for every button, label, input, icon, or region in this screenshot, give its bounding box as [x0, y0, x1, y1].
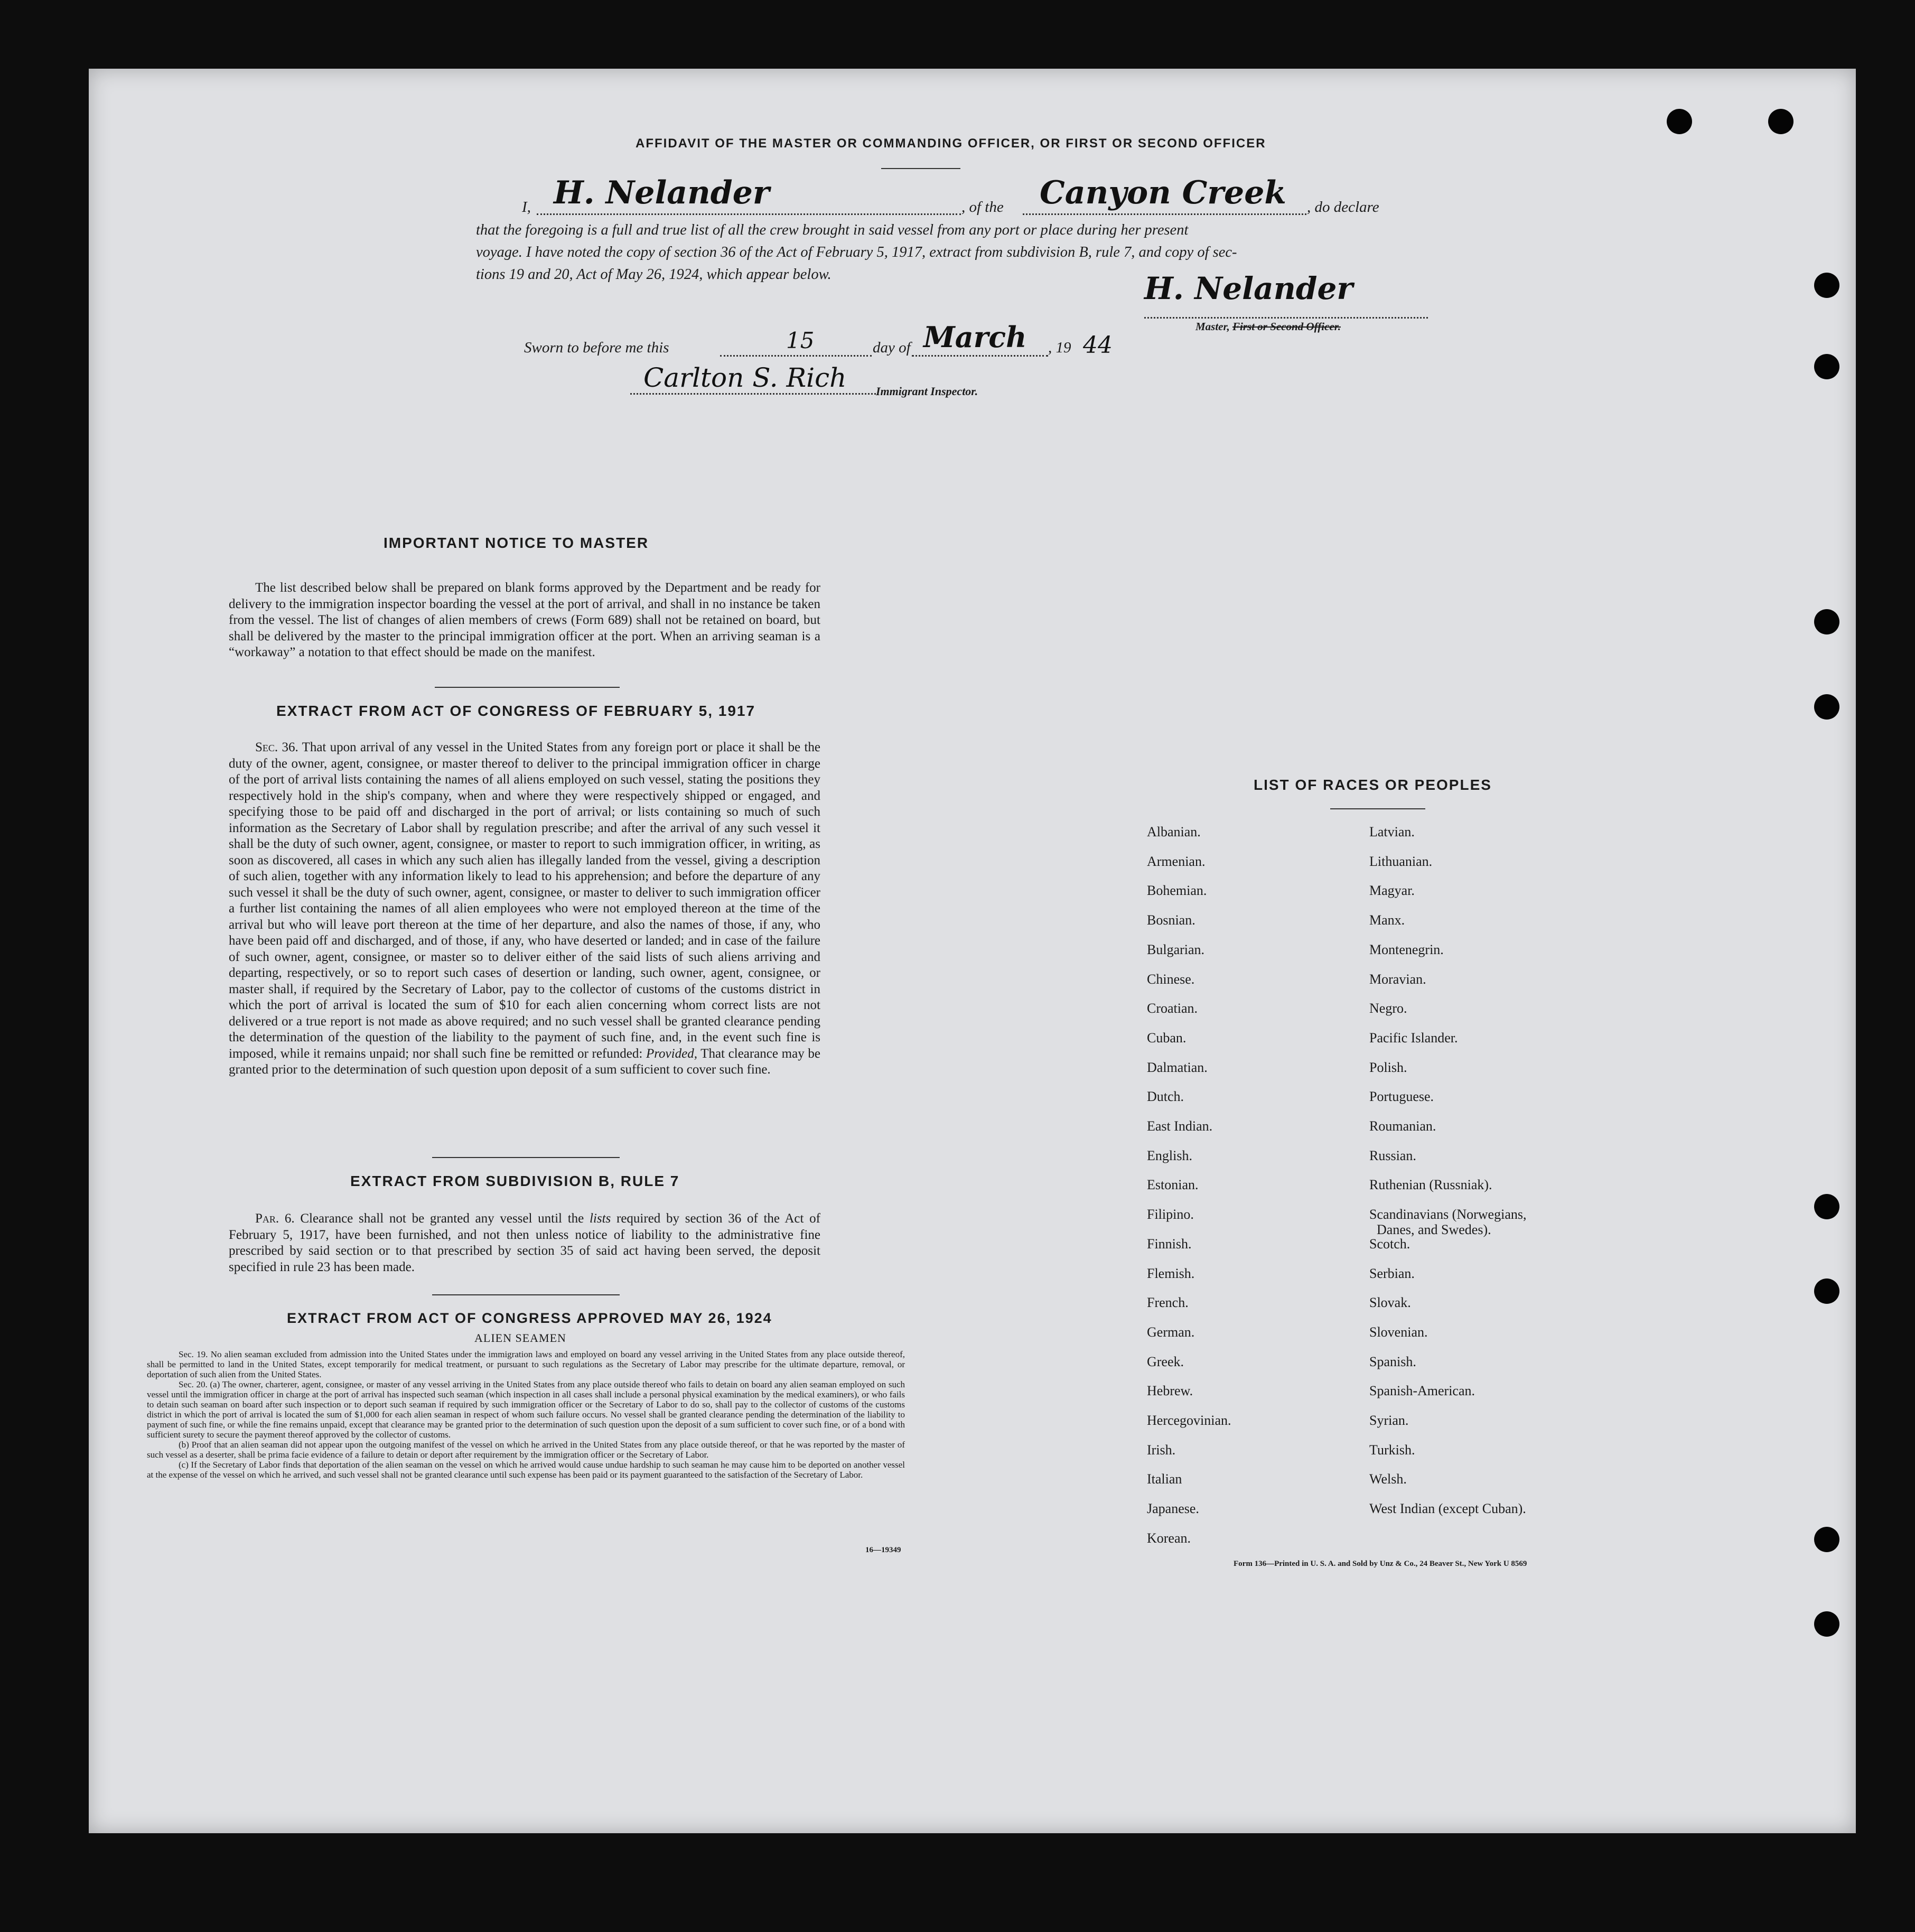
race-item: Flemish. — [1147, 1265, 1195, 1281]
race-item: Italian — [1147, 1471, 1182, 1487]
divider — [432, 1157, 620, 1158]
punch-hole — [1814, 1194, 1839, 1219]
race-item: Estonian. — [1147, 1177, 1199, 1193]
day-handwritten: 15 — [786, 328, 815, 353]
master-caption-label: Master, — [1195, 320, 1230, 333]
race-item: Roumanian. — [1369, 1118, 1436, 1134]
year-handwritten: 44 — [1083, 332, 1113, 359]
race-item: Finnish. — [1147, 1236, 1192, 1252]
provided-word: Provided, — [646, 1046, 697, 1061]
race-item: West Indian (except Cuban). — [1369, 1501, 1526, 1517]
race-item: Filipino. — [1147, 1207, 1194, 1222]
race-item: Bosnian. — [1147, 912, 1195, 928]
race-item: Bulgarian. — [1147, 941, 1205, 957]
race-item: Turkish. — [1369, 1442, 1415, 1458]
divider — [432, 1294, 620, 1295]
name-line — [537, 212, 961, 215]
rule7-body: Clearance shall not be granted any vessel until the — [300, 1211, 584, 1226]
divider — [435, 687, 620, 688]
divider — [881, 168, 960, 169]
declare-label: , do declare — [1307, 199, 1379, 216]
section-body: That upon arrival of any vessel in the United States from any foreign port or place it shall be the duty of the owner, agent, consignee, or master thereof to deliver to the principal immigration officer in charge of the port of arrival lists containing the names of all aliens employed on such vessel, stating the positions they respectively hold in the ship's company, when and where they were respectively shipped or engaged, and specifying those to be paid off and discharged in the port of arrival; or lists containing so much of such information as the Secretary of Labor shall by regulation prescribe; and after the arrival of any such vessel it shall be the duty of such owner, agent, consignee, or master to report to such immigration officer, in writing, as soon as discovered, all cases in which any such alien has illegally landed from the vessel, giving a description of such alien, together with any information likely to lead to his apprehension; and before the departure of any such vessel it shall be the duty of such owner, agent, consignee, or master to deliver to such immigration officer a further list containing the names of all alien employees who were not employed thereon at the time of the arrival but who will leave port thereon at the time of her departure, and also the names of those, if any, who have been paid off and discharged, and of those, if any, who have deserted or landed; and in case of the failure of such owner, agent, consignee, or master so to deliver either of the said lists of such aliens arriving and departing, respectively, or so to report such cases of desertion or landing, such owner, agent, consignee, or master shall, if required by the Secretary of Labor, pay to the collector of customs of the customs district in which the port of arrival is located the sum of $10 for each alien concerning whom correct lists are not delivered or a true report is not made as above required; and no such vessel shall be granted clearance pending the determination of the question of the liability to the payment of such fine, and, in the event such fine is imposed, while it remains unpaid; nor shall such fine be remitted or refunded: — [229, 740, 820, 1061]
punch-hole — [1814, 273, 1839, 298]
month-line — [912, 354, 1048, 357]
divider — [1330, 808, 1425, 809]
master-signature: H. Nelander — [1144, 270, 1353, 306]
race-item: Portuguese. — [1369, 1089, 1434, 1105]
affidavit-body-line: tions 19 and 20, Act of May 26, 1924, which appear below. — [476, 266, 832, 283]
punch-hole — [1814, 1611, 1839, 1637]
affidavit-body-line: voyage. I have noted the copy of section 36 of the Act of February 5, 1917, extract from subdivision B, rule 7, and copy of sec- — [476, 244, 1237, 260]
race-item: Latvian. — [1369, 824, 1415, 839]
rule7-text — [229, 1211, 820, 1275]
race-item: German. — [1147, 1324, 1195, 1340]
extract-1924-subtitle: ALIEN SEAMEN — [474, 1331, 566, 1345]
rule7-body-end: required by section 36 of the Act of February 5, 1917, have been furnished, and not then unless notice of liability to the administrative fine prescribed by said section or to that prescribed by section 35 of said act having been served, the deposit specified in rule 23 has been made. — [229, 1211, 820, 1274]
punch-hole — [1667, 109, 1692, 134]
sec20a-text: Sec. 20. (a) The owner, charterer, agent, consignee, or master of any vessel arriving in the United States from any place outside thereof who fails to detain on board any alien seaman employed on such vessel until the immigration officer in charge at the port of arrival has inspected such seaman (which inspection in all cases shall include a personal physical examination by the medical examiners), or who fails to detain such seaman on board after such inspection or to deport such seaman if required by such immigration officer or the Secretary of Labor to do so, shall pay to the collector of customs of the customs district in which the port of arrival is located the sum of $1,000 for each alien seaman in respect of whom such failure occurs. No vessel shall be granted clearance pending the determination of the liability to payment of such fine, or while the fine remains unpaid, except that clearance may be granted prior to the determination of such question upon the deposit of a sum sufficient to cover such fine, or of a bond with sufficient surety to secure the payment thereof approved by the collector of customs. — [147, 1379, 905, 1440]
race-item: Hebrew. — [1147, 1383, 1193, 1399]
race-item: Dutch. — [1147, 1089, 1184, 1105]
form-code: 16—19349 — [865, 1546, 901, 1554]
race-item: Slovenian. — [1369, 1324, 1428, 1340]
master-caption — [1195, 320, 1341, 333]
sworn-label: Sworn to before me this — [524, 339, 669, 356]
race-item: Negro. — [1369, 1001, 1407, 1016]
i-label: I, — [522, 199, 531, 216]
race-item: Armenian. — [1147, 853, 1206, 869]
race-item: Serbian. — [1369, 1265, 1415, 1281]
race-item: English. — [1147, 1147, 1192, 1163]
punch-hole — [1814, 609, 1839, 634]
race-item: Spanish-American. — [1369, 1383, 1475, 1399]
punch-hole — [1768, 109, 1793, 134]
day-line — [720, 354, 872, 357]
inspector-caption: Immigrant Inspector. — [876, 385, 978, 398]
race-item: Manx. — [1369, 912, 1405, 928]
race-item: Lithuanian. — [1369, 853, 1433, 869]
race-item: Irish. — [1147, 1442, 1176, 1458]
race-item: Pacific Islander. — [1369, 1030, 1458, 1046]
master-name-handwritten: H. Nelander — [554, 174, 770, 211]
race-item: Dalmatian. — [1147, 1059, 1208, 1075]
year-prefix: , 19 — [1048, 339, 1071, 356]
race-item: Syrian. — [1369, 1413, 1409, 1428]
punch-hole — [1814, 354, 1839, 379]
sec20c-text: (c) If the Secretary of Labor finds that deportation of the alien seaman on the vessel on which he arrived would cause undue hardship to such seaman he may cause him to be deported on another vessel at the expense of the vessel on which he arrived, and such vessel shall not be granted clearance until such expense has been paid or its payment guaranteed to the satisfaction of the Secretary of Labor. — [147, 1460, 905, 1480]
race-item: Greek. — [1147, 1354, 1184, 1369]
day-of-label: day of — [873, 339, 911, 356]
race-item: Scandinavians (Norwegians, — [1369, 1207, 1527, 1222]
race-item: Moravian. — [1369, 971, 1426, 987]
extract-1917-title: EXTRACT FROM ACT OF CONGRESS OF FEBRUARY 5, 1917 — [276, 703, 756, 719]
printer-footer: Form 136—Printed in U. S. A. and Sold by Unz & Co., 24 Beaver St., New York U 8569 — [1234, 1560, 1527, 1568]
race-item: Chinese. — [1147, 971, 1195, 987]
punch-hole — [1814, 694, 1839, 720]
race-item: Magyar. — [1369, 883, 1415, 899]
inspector-signature: Carlton S. Rich — [643, 362, 847, 393]
race-item: Croatian. — [1147, 1001, 1198, 1016]
of-the-label: , of the — [961, 199, 1004, 216]
notice-text: The list described below shall be prepared on blank forms approved by the Department and be ready for delivery to the immigration inspector boarding the vessel at the port of arrival, and shall in no instance be taken from the vessel. The list of changes of alien members of crews (Form 689) shall not be retained on board, but shall be delivered by the master to the principal immigration officer at the port. When an arriving seaman is a “workaway” a notation to that effect should be made on the manifest. — [229, 581, 820, 659]
affidavit-title: AFFIDAVIT OF THE MASTER OR COMMANDING OFFICER, OR FIRST OR SECOND OFFICER — [636, 136, 1266, 151]
par-label: Par. 6. — [255, 1211, 295, 1226]
section-body-end: That clearance may be granted prior to the determination of such question upon deposit of a sum sufficient to cover such fine. — [229, 1046, 820, 1077]
notice-title: IMPORTANT NOTICE TO MASTER — [384, 535, 649, 551]
punch-hole — [1814, 1527, 1839, 1552]
race-item: French. — [1147, 1295, 1189, 1311]
race-item: East Indian. — [1147, 1118, 1213, 1134]
sec20b-text: (b) Proof that an alien seaman did not appear upon the outgoing manifest of the vessel on which he arrived in the United States from any place outside thereof, or that he was reported by the master of such vessel as a deserter, shall be prima facie evidence of a failure to detain or deport after requirement by the immigration officer or the Secretary of Labor. — [147, 1440, 905, 1460]
punch-hole — [1814, 1278, 1839, 1304]
race-item: Welsh. — [1369, 1471, 1407, 1487]
race-item: Japanese. — [1147, 1501, 1199, 1517]
signature-line — [1144, 316, 1428, 319]
section-label: Sec. 36. — [255, 740, 298, 754]
race-item: Albanian. — [1147, 824, 1201, 839]
race-item: Montenegrin. — [1369, 941, 1444, 957]
vessel-name-handwritten: Canyon Creek — [1040, 174, 1286, 211]
race-item: Hercegovinian. — [1147, 1413, 1231, 1428]
race-item: Slovak. — [1369, 1295, 1411, 1311]
affidavit-body-line: that the foregoing is a full and true list of all the crew brought in said vessel from any port or place during her present — [476, 222, 1189, 238]
race-item: Ruthenian (Russniak). — [1369, 1177, 1492, 1193]
document-page — [89, 69, 1856, 1833]
race-item: Scotch. — [1369, 1236, 1410, 1252]
race-item: Korean. — [1147, 1530, 1191, 1546]
sec19-text: Sec. 19. No alien seaman excluded from admission into the United States under the immigration laws and employed on board any vessel arriving in the United States from any place outside thereof, shall be permitted to land in the United States, except temporarily for medical treatment, or pursuant to such regulations as the Secretary of Labor may prescribe for the ultimate departure, removal, or deportation of such alien from the United States. — [147, 1349, 905, 1379]
vessel-line — [1023, 212, 1306, 215]
extract-1917-text — [229, 740, 820, 1078]
rule7-title: EXTRACT FROM SUBDIVISION B, RULE 7 — [350, 1173, 680, 1189]
race-item: Spanish. — [1369, 1354, 1416, 1369]
month-handwritten: March — [923, 320, 1027, 354]
race-item: Polish. — [1369, 1059, 1407, 1075]
extract-1924-body — [147, 1349, 905, 1480]
race-item: Cuban. — [1147, 1030, 1187, 1046]
race-item: Bohemian. — [1147, 883, 1207, 899]
race-item: Russian. — [1369, 1147, 1416, 1163]
struck-officer-caption: First or Second Officer. — [1232, 320, 1341, 333]
extract-1924-title: EXTRACT FROM ACT OF CONGRESS APPROVED MAY 26, 1924 — [287, 1310, 772, 1326]
lists-word: lists — [589, 1211, 611, 1226]
races-title: LIST OF RACES OR PEOPLES — [1254, 777, 1492, 793]
race-item: Danes, and Swedes). — [1377, 1222, 1491, 1238]
